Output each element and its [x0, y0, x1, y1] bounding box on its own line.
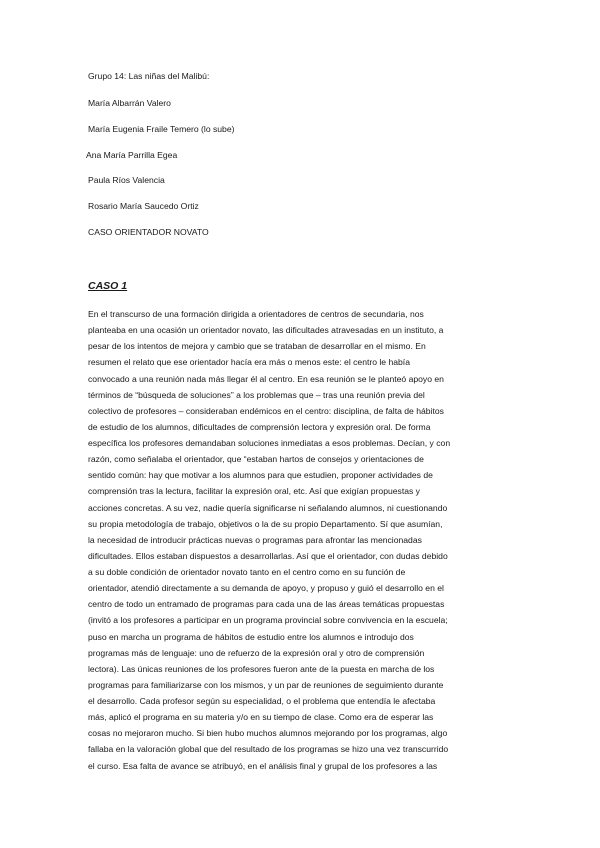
body-line: sentido común: hay que motivar a los alumnos para que estudien, proponer actividades de [88, 470, 433, 481]
body-line: términos de “búsqueda de soluciones” a los problemas que – tras una reunión previa del [88, 389, 425, 400]
body-line: fallaba en la valoración global que del resultado de los programas se hizo una vez transcurrido [88, 744, 449, 755]
body-line: programas más de lenguaje: uno de refuerzo de la expresión oral y otro de comprensión [88, 647, 425, 658]
body-line: puso en marcha un programa de hábitos de estudio entre los alumnos e introdujo dos [88, 631, 414, 642]
body-line: convocado a una reunión nada más llegar él al centro. En esa reunión se le planteó apoyo en [88, 373, 444, 384]
body-line: más, aplicó el programa en su materia y/o en su tiempo de clase. Como era de esperar las [88, 712, 434, 723]
body-line: razón, como señalaba el orientador, que “estaban hartos de consejos y orientaciones de [88, 454, 424, 465]
member-name: Rosario María Saucedo Ortiz [88, 201, 199, 211]
body-line: orientador, atendió directamente a su demanda de apoyo, y propuso y guió el desarrollo en el [88, 583, 444, 594]
body-line: el desarrollo. Cada profesor según su especialidad, o el problema que entendía le afectaba [88, 696, 436, 706]
body-line: a su doble condición de orientador novato tanto en el centro como en su función de [88, 567, 406, 577]
body-line: programas para familiarizarse con los mismos, y un par de reuniones de seguimiento durante [88, 679, 444, 690]
body-line: (invitó a los profesores a participar en un programa provincial sobre convivencia en la escuela; [88, 615, 448, 626]
body-line: En el transcurso de una formación dirigida a orientadores de centros de secundaria, nos [88, 309, 424, 319]
body-line: específica los profesores demandaban soluciones inmediatas a esos problemas. Decían, y con [88, 438, 451, 448]
case-title: CASO 1 [88, 280, 128, 292]
body-line: la necesidad de introducir prácticas nuevas o programas para afrontar las mencionadas [88, 534, 422, 545]
group-title: Grupo 14: Las niñas del Malibú: [88, 71, 210, 81]
member-name: María Albarrán Valero [88, 98, 171, 108]
body-line: lectora). Las únicas reuniones de los profesores fueron ante de la puesta en marcha de los [88, 663, 435, 674]
body-line: cosas no mejoraron mucho. Si bien hubo muchos alumnos mejorando por los programas, algo [88, 728, 448, 739]
body-line: dificultades. Ellos estaban dispuestos a desarrollarlas. Así que el orientador, con dudas debido [88, 550, 448, 561]
case-label: CASO ORIENTADOR NOVATO [88, 227, 209, 237]
body-line: acciones concretas. A su vez, nadie quería significarse ni señalando alumnos, ni cuestionando [88, 502, 448, 513]
body-line: pesar de los intentos de mejora y cambio que se trataban de desarrollar en el mismo. En [88, 341, 426, 352]
body-line: resumen el relato que ese orientador hacía era más o menos este: el centro le había [88, 357, 410, 368]
body-line: planteaba en una ocasión un orientador novato, las dificultades atravesadas en un instituto, a [88, 325, 444, 336]
body-line: comprensión tras la lectura, facilitar la expresión oral, etc. Así que exigían propuestas y [88, 486, 420, 497]
body-line: colectivo de profesores – consideraban endémicos en el centro: disciplina, de falta de hábitos [88, 405, 444, 416]
member-name: Paula Ríos Valencia [88, 175, 165, 185]
body-line: el curso. Esa falta de avance se atribuyó, en el análisis final y grupal de los profesores a las [88, 760, 438, 771]
member-name: Ana María Parrilla Egea [86, 150, 178, 160]
body-line: de estudio de los alumnos, dificultades de comprensión lectora y expresión oral. De forma [88, 421, 431, 432]
case-body [88, 306, 518, 774]
member-name: María Eugenia Fraile Temero (lo sube) [88, 124, 235, 134]
body-line: su propia metodología de trabajo, objetivos o la de su propio Departamento. Sí que asumían, [88, 518, 443, 529]
body-line: centro de todo un entramado de programas para cada una de las áreas temáticas propuestas [88, 599, 445, 610]
